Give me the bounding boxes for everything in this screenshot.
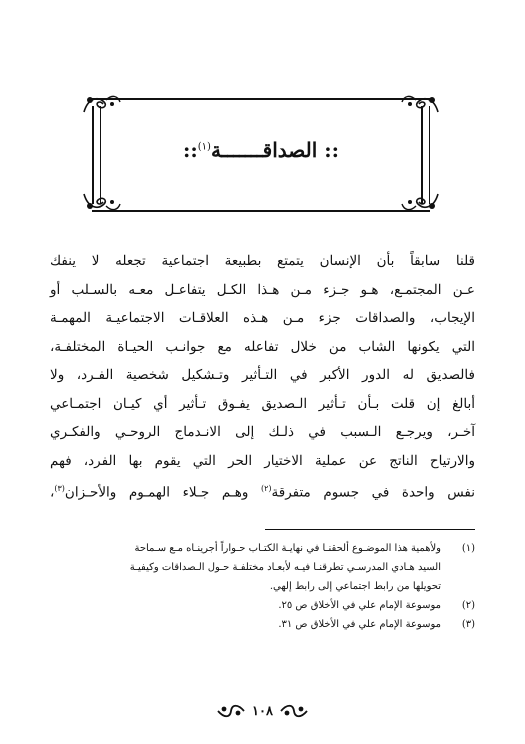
- footnote-text: السيد هـادي المدرسـي تطرقنـا فيـه لأبعـاد مختلفـة حـول الـصداقات وكيفيـة: [129, 562, 441, 573]
- chapter-title: [92, 138, 430, 162]
- floral-corner-ornament-icon: [82, 192, 122, 214]
- footnote-number: (٣): [461, 619, 475, 630]
- footnote-number: [441, 558, 475, 577]
- body-line-last: [50, 475, 475, 507]
- page-footer: [210, 700, 315, 722]
- page-number: ١٠٨: [252, 703, 273, 719]
- footnote-marker-2: (٢): [260, 484, 272, 493]
- title-footnote-marker: (١): [197, 141, 211, 153]
- footnote-text: موسوعة الإمام علي في الأخلاق ص ٣١.: [278, 619, 441, 630]
- footnote-item: [58, 539, 475, 558]
- footnote-item: [58, 577, 475, 596]
- footnote-number: (١): [461, 543, 475, 554]
- body-line: أبالغ إن قلت بـأن تـأثير الـصديق يفـوق تـأثير أي كيـان اجتمـاعي: [50, 395, 475, 412]
- body-line: قلنا سابقاً بأن الإنسان يتمتع بطبيعة اجتماعية تجعله لا ينفك: [50, 253, 475, 269]
- title-end: :: [182, 138, 191, 162]
- last-line-part: وهـم جـلاء الهمـوم والأحـزان: [64, 484, 261, 501]
- floral-page-ornament-icon: [279, 704, 309, 718]
- body-line: التي يكونها الشاب من خلال تفاعله مع جوانـب الحيـاة المختلفـة،: [50, 338, 475, 355]
- last-line-part: ،: [50, 484, 55, 501]
- body-line: عـن المجتمـع، هـو جـزء مـن هـذا الكـل يتفاعـل معـه بالسـلب أو: [50, 281, 475, 298]
- footnote-text: موسوعة الإمام علي في الأخلاق ص ٢٥.: [278, 600, 441, 611]
- floral-page-ornament-icon: [216, 704, 246, 718]
- footnote-text: تحويلها من رابط اجتماعي إلى رابط إلهي.: [269, 581, 441, 592]
- footnotes: [58, 539, 475, 634]
- body-line: الإيجاب، والصداقات جزء مـن هـذه العلاقـات الاجتماعيـة المهمـة: [50, 310, 475, 326]
- footnote-item: [58, 558, 475, 577]
- body-line: آخـر، ويرجـع الـسبب في ذلـك إلى الانـدماج الروحـي والفكـري: [50, 424, 475, 440]
- body-line: والارتياح الناتج عن عملية الاختيار الحر التي يقوم بها الفرد، فهم: [50, 452, 475, 469]
- chapter-title-text: :: الصداقـــــــة: [210, 138, 340, 162]
- floral-corner-ornament-icon: [82, 92, 122, 114]
- floral-corner-ornament-icon: [400, 192, 440, 214]
- floral-corner-ornament-icon: [400, 92, 440, 114]
- footnote-number: (٢): [461, 600, 475, 611]
- footnote-text: ولأهمية هذا الموضـوع ألحقنـا في نهايـة الكتـاب حـواراً أجرينـاه مـع سـماحة: [134, 543, 441, 554]
- body-text: [50, 247, 475, 507]
- title-tail: :: [190, 138, 198, 162]
- footnote-number: [441, 577, 475, 596]
- footnote-marker-3: (٣): [54, 484, 65, 493]
- body-line: فالصديق له الدور الأكبر في التـأثير وتـشكيل شخصية الفـرد، ولا: [50, 367, 475, 383]
- footnote-item: [58, 615, 475, 634]
- footnote-separator: [265, 529, 475, 530]
- footnote-item: [58, 596, 475, 615]
- last-line-part: نفس واحدة في جسوم متفرقة: [271, 484, 475, 501]
